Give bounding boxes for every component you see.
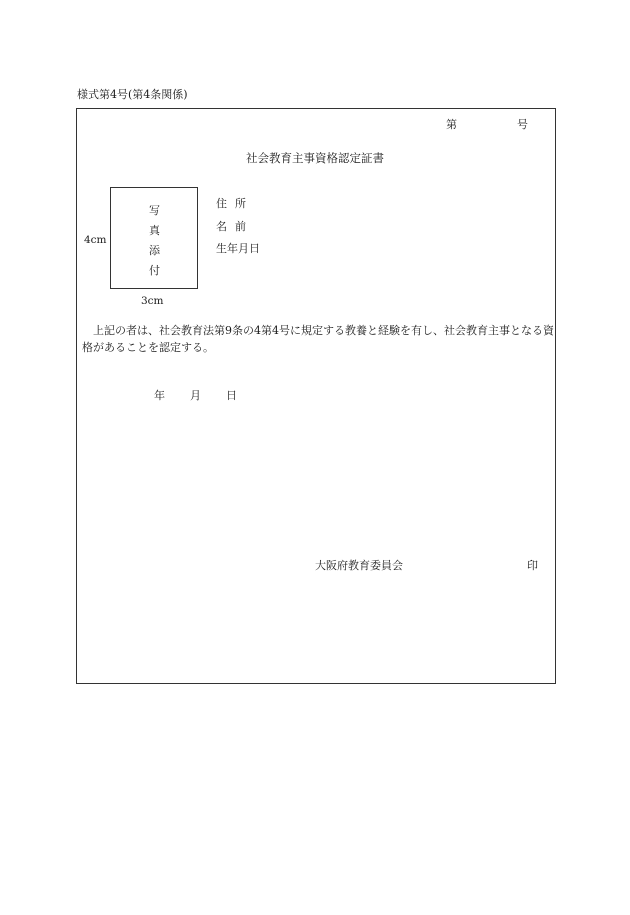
certification-statement: 上記の者は、社会教育法第9条の4第4号に規定する教養と経験を有し、社会教育主事となる資格があることを認定する。	[82, 324, 554, 354]
photo-label-char: 添	[149, 244, 160, 257]
photo-placeholder-box	[110, 187, 198, 289]
certificate-number-prefix: 第	[446, 118, 457, 131]
photo-label-char: 真	[149, 224, 160, 237]
address-field-label: 住所	[216, 197, 254, 210]
date-month-label: 月	[190, 389, 201, 402]
date-day-label: 日	[226, 389, 237, 402]
date-year-label: 年	[154, 389, 165, 402]
seal-mark: 印	[527, 559, 538, 572]
photo-label-char: 写	[149, 204, 160, 217]
birthdate-field-label: 生年月日	[216, 242, 260, 255]
certificate-number-suffix: 号	[517, 118, 528, 131]
name-field-label: 名前	[216, 220, 254, 233]
photo-label-char: 付	[149, 264, 160, 277]
certificate-title: 社会教育主事資格認定証書	[246, 151, 384, 165]
form-style-label: 様式第4号(第4条関係)	[77, 88, 188, 101]
issuer-name: 大阪府教育委員会	[315, 559, 403, 572]
photo-height-label: 4cm	[84, 234, 107, 246]
photo-width-label: 3cm	[141, 295, 164, 307]
